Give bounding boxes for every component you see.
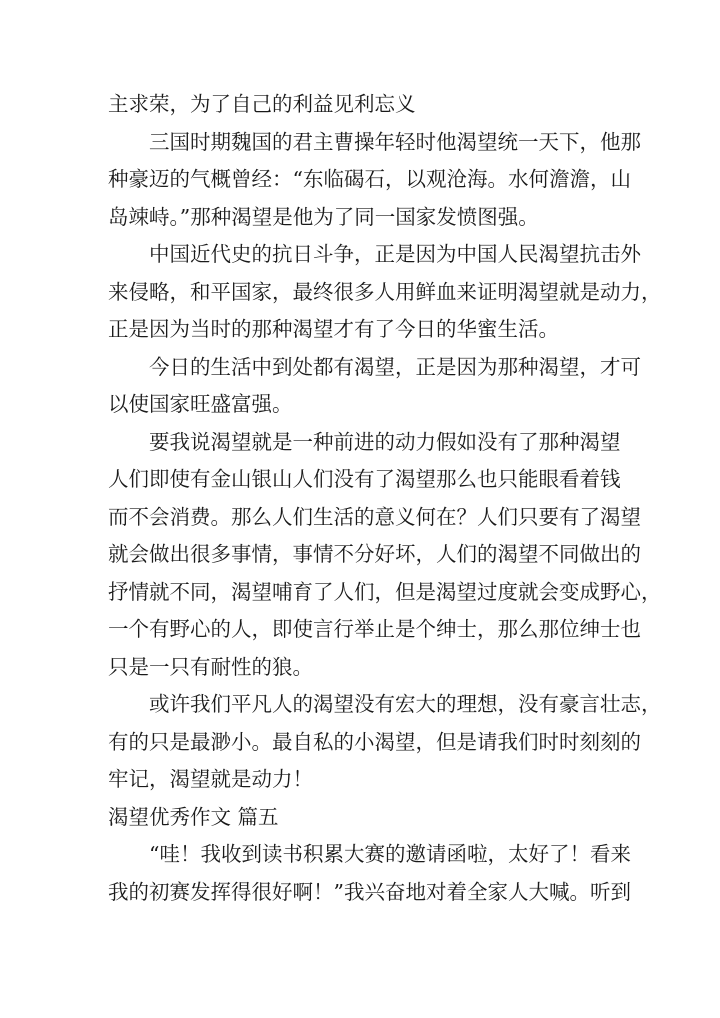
- text-line: 种豪迈的气概曾经：“东临碣石，以观沧海。水何澹澹，山: [108, 167, 631, 191]
- text-line: “哇！我收到读书积累大赛的邀请函啦，太好了！看来: [149, 842, 631, 866]
- text-line: 有的只是最渺小。最自私的小渴望，但是请我们时时刻刻的: [108, 729, 641, 754]
- text-line: 要我说渴望就是一种前进的动力假如没有了那种渴望: [149, 429, 621, 454]
- text-line: 岛竦峙。”那种渴望是他为了同一国家发愤图强。: [108, 204, 539, 229]
- section-heading: 渴望优秀作文 篇五: [108, 804, 279, 829]
- text-line: 以使国家旺盛富强。: [108, 392, 293, 416]
- text-line: 主求荣，为了自己的利益见利忘义: [108, 92, 416, 116]
- text-line: 而不会消费。那么人们生活的意义何在？人们只要有了渴望: [108, 504, 641, 529]
- document-body: [108, 86, 662, 911]
- text-line: 人们即使有金山银山人们没有了渴望那么也只能眼看着钱: [108, 467, 621, 491]
- text-line: 牢记，渴望就是动力！: [108, 767, 313, 791]
- text-line: 一个有野心的人，即使言行举止是个绅士，那么那位绅士也: [108, 617, 641, 641]
- text-line: 今日的生活中到处都有渴望，正是因为那种渴望，才可: [149, 354, 641, 379]
- text-line: 我的初赛发挥得很好啊！”我兴奋地对着全家人大喊。听到: [108, 879, 631, 904]
- text-line: 只是一只有耐性的狼。: [108, 654, 313, 679]
- text-line: 正是因为当时的那种渴望才有了今日的华蜜生活。: [108, 317, 559, 341]
- text-line: 来侵略，和平国家，最终很多人用鲜血来证明渴望就是动力，: [108, 279, 662, 304]
- text-line: 就会做出很多事情，事情不分好坏，人们的渴望不同做出的: [108, 542, 641, 566]
- text-line: 抒情就不同，渴望哺育了人们，但是渴望过度就会变成野心，: [108, 579, 662, 604]
- text-line: 中国近代史的抗日斗争，正是因为中国人民渴望抗击外: [149, 242, 641, 266]
- text-line: 或许我们平凡人的渴望没有宏大的理想，没有豪言壮志，: [149, 692, 662, 716]
- text-line: 三国时期魏国的君主曹操年轻时他渴望统一天下，他那: [149, 129, 641, 154]
